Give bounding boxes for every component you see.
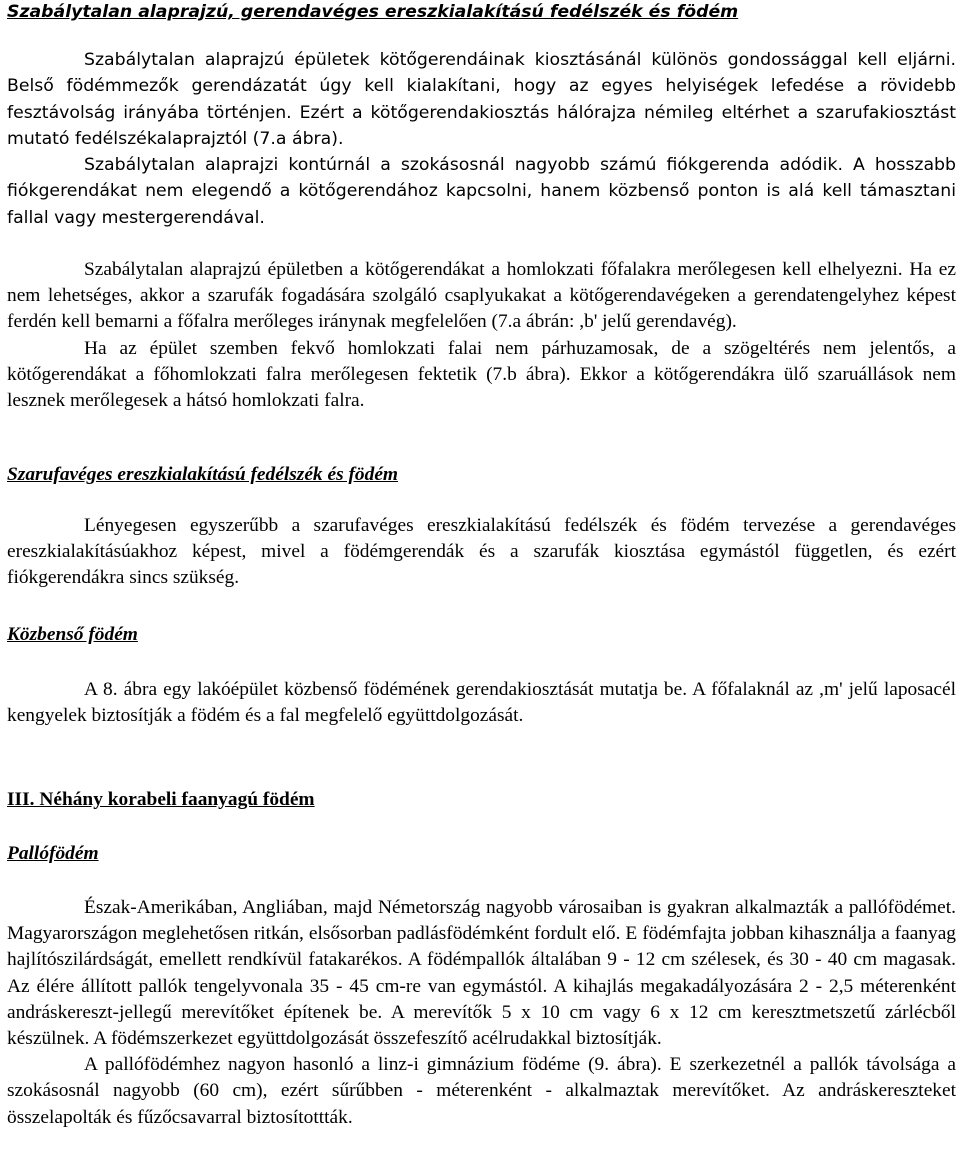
section-heading: Pallófödém [7,843,99,864]
paragraph: A pallófödémhez nagyon hasonló a linz-i gimnázium födéme (9. ábra). E szerkezetnél a pallók távolsága a szokásosnál nagyobb (60 cm), ezért sűrűbben - méterenként - alkalmaztak merevítőket. Az andráskereszteket összelapolták és fűzőcsavarral biztosítottták. [7,1054,956,1128]
paragraph: Szabálytalan alaprajzi kontúrnál a szokásosnál nagyobb számú fiókgerenda adódik. A hosszabb fiókgerendákat nem elegendő a kötőgerendához kapcsolni, hanem közbenső ponton is alá kell támasztani fallal vagy mestergerendával. [7,155,956,228]
section-rafter-eaves [7,463,956,487]
section-plank-floor-body [7,895,956,1131]
chapter-heading: III. Néhány korabeli faanyagú födém [7,789,315,810]
section-plank-floor [7,842,956,866]
section-irregular-plan [7,0,956,24]
section-irregular-plan-body-serif [7,257,956,414]
section-rafter-eaves-body [7,513,956,592]
paragraph: Lényegesen egyszerűbb a szarufavéges ereszkialakítású fedélszék és födém tervezése a gerendavéges ereszkialakításúakhoz képest, mivel a födémgerendák és a szarufák kiosztása egymástól független, és ezért fiókgerendákra sincs szükség. [7,515,956,589]
section-irregular-plan-body [7,47,956,231]
section-heading: Közbenső födém [7,624,138,645]
paragraph: Ha az épület szemben fekvő homlokzati falai nem párhuzamosak, de a szögeltérés nem jelentős, a kötőgerendákat a főhomlokzati falra merőlegesen fektetik (7.b ábra). Ekkor a kötőgerendákra ülő szaruállások nem lesznek merőlegesek a hátsó homlokzati falra. [7,337,956,412]
section-intermediate-floor [7,623,956,647]
section-intermediate-floor-body [7,677,956,729]
section-historic-timber-floors [7,788,956,812]
section-heading: Szabálytalan alaprajzú, gerendavéges ereszkialakítású fedélszék és födém [7,2,739,22]
paragraph: A 8. ábra egy lakóépület közbenső födémének gerendakiosztását mutatja be. A főfalaknál az ,m' jelű laposacél kengyelek biztosítják a födém és a fal megfelelő együttdolgozását. [7,679,956,727]
paragraph: Észak-Amerikában, Angliában, majd Németország nagyobb városaiban is gyakran alkalmazták a pallófödémet. Magyarországon meglehetősen ritkán, elsősorban padlásfödémként fordult elő. E födémfajta jobban kihasználja a faanyag hajlítószilárdságát, emellett rendkívül fatakarékos. A födémpallók általában 9 - 12 cm szélesek, és 30 - 40 cm magasak. Az élére állított pallók tengelyvonala 35 - 45 cm-re van egymástól. A kihajlás megakadályozására 2 - 2,5 méterenként andráskereszt-jellegű merevítőket építenek be. A merevítők 5 x 10 cm vagy 6 x 12 cm keresztmetszetű zárlécből készülnek. A födémszerkezet együttdolgozását összefeszítő acélrudakkal biztosítják. [7,897,956,1050]
paragraph: Szabálytalan alaprajzú épületben a kötőgerendákat a homlokzati főfalakra merőlegesen kell elhelyezni. Ha ez nem lehetséges, akkor a szarufák fogadására szolgáló csaplyukakat a kötőgerendavégeken a gerendatengelyhez képest ferdén kell bemarni a főfalra merőleges iránynak megfelelően (7.a ábrán: ,b' jelű gerendavég). [7,259,956,333]
section-heading: Szarufavéges ereszkialakítású fedélszék és födém [7,464,399,485]
paragraph: Szabálytalan alaprajzú épületek kötőgerendáinak kiosztásánál különös gondossággal kell eljárni. Belső födémmezők gerendázatát úgy kell kialakítani, hogy az egyes helyiségek lefedése a rövidebb fesztávolság irányába történjen. Ezért a kötőgerendakiosztás hálórajza némileg eltérhet a szarufakiosztást mutató fedélszékalaprajztól (7.a ábra). [7,50,956,149]
